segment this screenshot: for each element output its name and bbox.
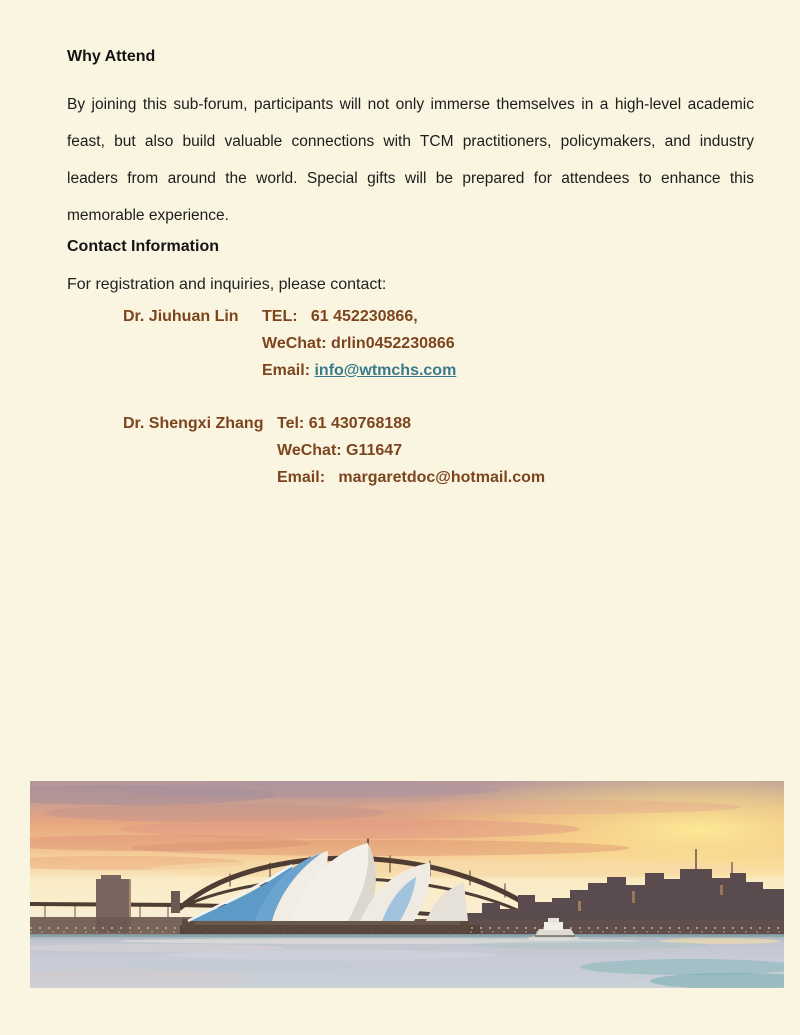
contact-details — [277, 410, 545, 491]
document-content — [67, 46, 754, 491]
contact-intro-text: For registration and inquiries, please contact: — [67, 276, 387, 293]
contact-name: Dr. Shengxi Zhang — [123, 415, 264, 432]
why-attend-heading: Why Attend — [67, 48, 156, 65]
contact-details — [262, 303, 456, 384]
why-attend-paragraph: By joining this sub-forum, participants will not only immerse themselves in a high-level academic feast, but also build valuable connections with TCM practitioners, policymakers, and industry leaders from around the world. Special gifts will be prepared for attendees to enhance this memorable experience. — [67, 96, 754, 224]
contact-entry — [123, 410, 754, 491]
contact-email-label: Email: — [277, 469, 339, 486]
contact-tel: Tel: 61 430768188 — [277, 415, 412, 432]
contact-email-line — [262, 357, 456, 384]
contact-wechat: WeChat: G11647 — [277, 442, 403, 459]
contact-email-value: margaretdoc@hotmail.com — [338, 469, 546, 486]
contact-entry — [123, 303, 754, 384]
email-link[interactable]: info@wtmchs.com — [314, 362, 457, 379]
contact-tel: TEL: 61 452230866, — [262, 308, 418, 325]
contact-information-heading: Contact Information — [67, 238, 219, 255]
contact-email-label: Email: — [262, 362, 315, 379]
contact-name: Dr. Jiuhuan Lin — [123, 308, 239, 325]
contact-wechat: WeChat: drlin0452230866 — [262, 335, 455, 352]
sydney-harbour-sunset-photo — [30, 781, 784, 988]
contact-email-line — [277, 464, 545, 491]
